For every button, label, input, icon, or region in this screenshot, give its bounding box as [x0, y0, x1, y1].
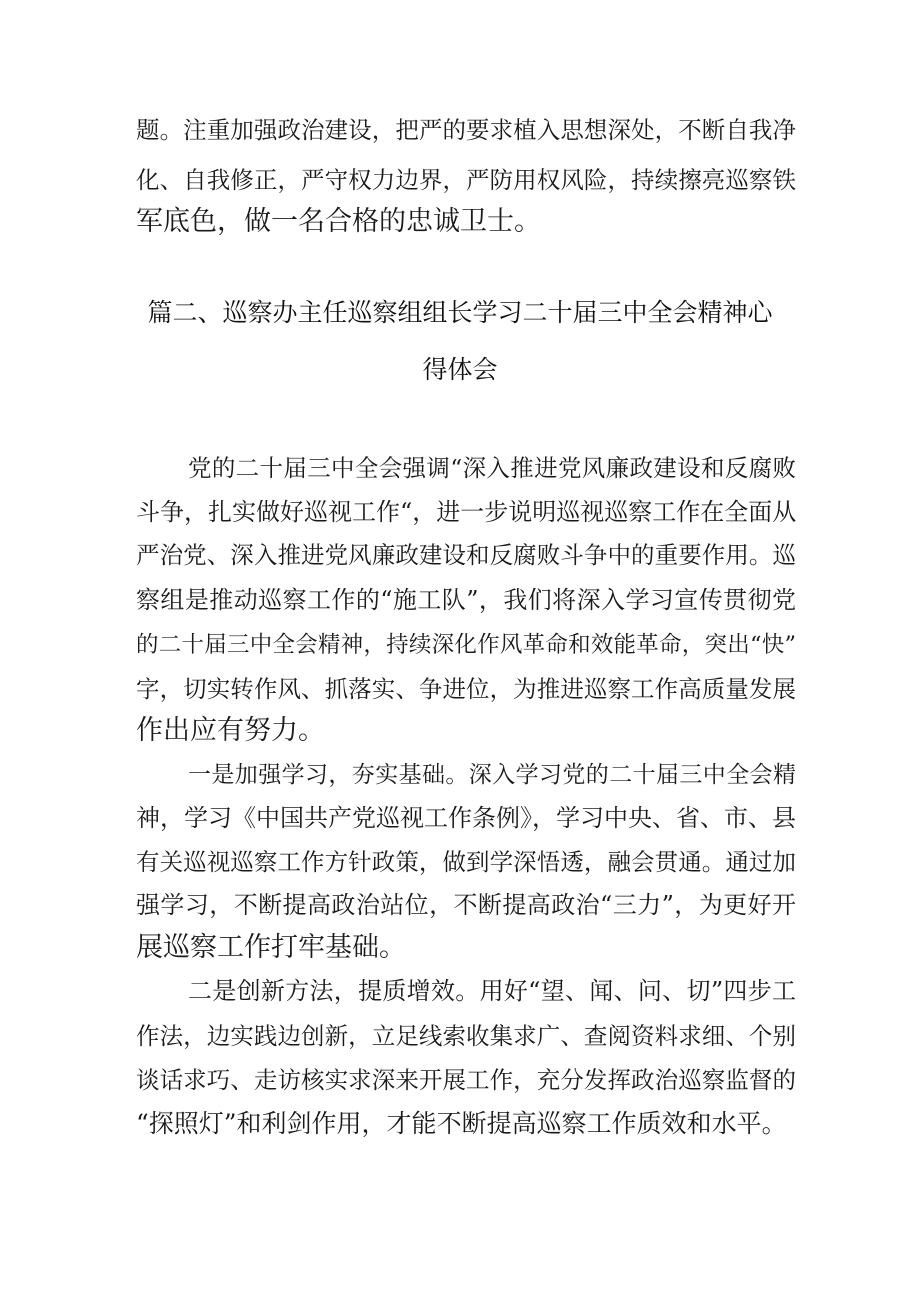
para3-line-4: “探照灯”和利剑作用，才能不断提高巡察工作质效和水平。: [136, 1109, 787, 1138]
para3-line-2: 作法，边实践边创新，立足线索收集求广、查阅资料求细、个别: [136, 1022, 796, 1050]
para2-line-3: 有关巡视巡察工作方针政策，做到学深悟透，融会贯通。通过加: [136, 848, 796, 876]
intro-line-3: 军底色，做一名合格的忠诚卫士。: [136, 206, 541, 237]
section-title-line-2: 得体会: [422, 355, 498, 384]
para3-line-3: 谈话求巧、走访核实求深来开展工作，充分发挥政治巡察监督的: [136, 1066, 796, 1094]
para3-line-1: 二是创新方法，提质增效。用好“望、闻、问、切”四步工: [188, 977, 796, 1005]
para2-line-4: 强学习，不断提高政治站位，不断提高政治“三力”，为更好开: [136, 891, 796, 919]
para1-line-3: 严治党、深入推进党风廉政建设和反腐败斗争中的重要作用。巡: [136, 541, 796, 569]
intro-line-1: 题。注重加强政治建设，把严的要求植入思想深处，不断自我净: [136, 116, 796, 144]
para2-line-1: 一是加强学习，夯实基础。深入学习党的二十届三中全会精: [188, 762, 796, 788]
para1-line-6: 字，切实转作风、抓落实、争进位，为推进巡察工作高质量发展: [136, 675, 796, 703]
para1-line-4: 察组是推动巡察工作的“施工队”，我们将深入学习宣传贯彻党: [136, 586, 796, 614]
para1-line-2: 斗争，扎实做好巡视工作“，进一步说明巡视巡察工作在全面从: [136, 498, 797, 526]
intro-line-2: 化、自我修正，严守权力边界，严防用权风险，持续擦亮巡察铁: [136, 166, 796, 194]
para2-line-5: 展巡察工作打牢基础。: [136, 932, 406, 963]
para1-line-7: 作出应有努力。: [136, 715, 325, 746]
para1-line-1: 党的二十届三中全会强调“深入推进党风廉政建设和反腐败: [188, 454, 796, 482]
para2-line-2: 神，学习《中国共产党巡视工作条例》，学习中央、省、市、县: [136, 804, 796, 832]
para1-line-5: 的二十届三中全会精神，持续深化作风革命和效能革命，突出“快”: [136, 632, 796, 658]
section-title-line-1: 篇二、巡察办主任巡察组组长学习二十届三中全会精神心: [147, 298, 773, 327]
